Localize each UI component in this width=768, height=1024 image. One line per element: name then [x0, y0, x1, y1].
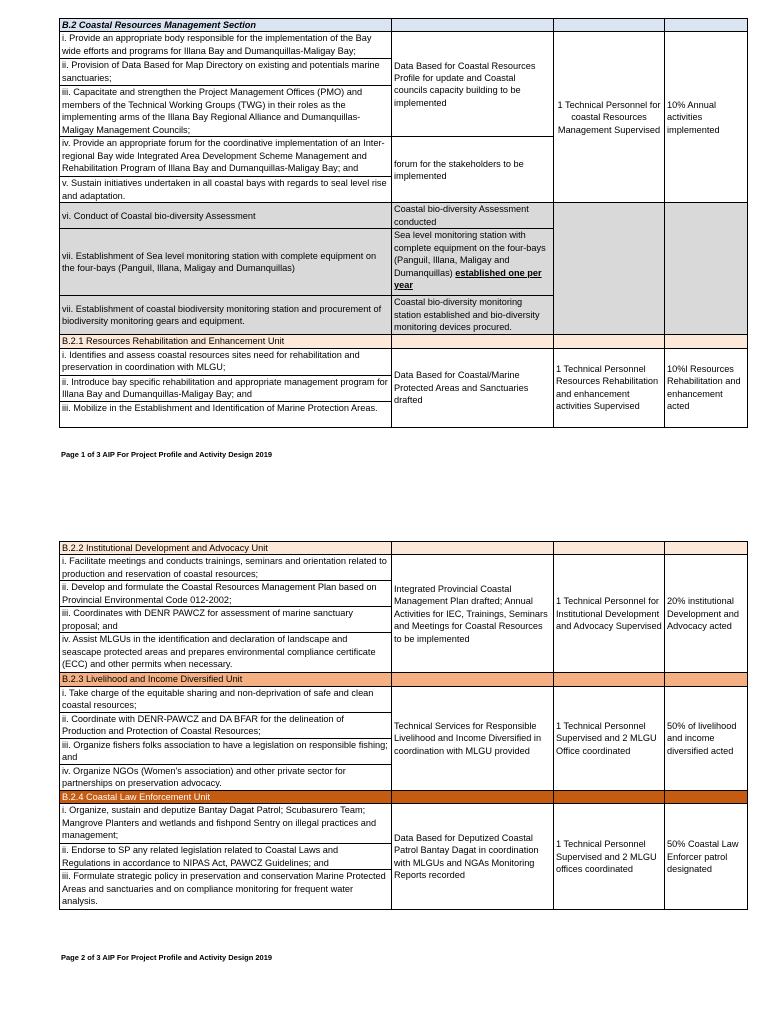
task-item: i. Identifies and assess coastal resources sites need for rehabilitation and preservation in coordination with MLGU; — [60, 348, 392, 375]
task-item: ii. Introduce bay specific rehabilitation and appropriate management program for Illana Bay and Dumanquillas-Maligay Bay; and — [60, 375, 392, 401]
task-item: i. Take charge of the equitable sharing and non-deprivation of safe and clean coastal resources; — [60, 686, 392, 712]
task-item: iv. Assist MLGUs in the identification and declaration of landscape and seascape protected areas and prepares environmental compliance certificate (ECC) and other permits when necessary. — [60, 633, 392, 673]
output-cell: Coastal bio-diversity Assessment conducted — [392, 203, 554, 229]
output-cell: Data Based for Deputized Coastal Patrol Bantay Dagat in coordination with MLGUs and NGAs Monitoring Reports recorded — [392, 804, 554, 910]
target-cell: 50% of livelihood and income diversified acted — [665, 686, 748, 790]
target-cell: 50% Coastal Law Enforcer patrol designated — [665, 804, 748, 910]
task-item: i. Provide an appropriate body responsible for the implementation of the Bay wide efforts and programs for Illana Bay and Dumanquillas-Maligay Bay; — [60, 32, 392, 59]
task-item: iv. Provide an appropriate forum for the coordinative implementation of an Inter-regional Bay wide Integrated Area Development Scheme Management and Rehabilitation Program of Illana Bay and Dumanquillas-Maligay Bay; and — [60, 137, 392, 177]
subsection-title: B.2.1 Resources Rehabilitation and Enhancement Unit — [60, 335, 392, 348]
task-item: v. Sustain initiatives undertaken in all coastal bays with regards to seal level rise and adaptation. — [60, 177, 392, 203]
output-cell: forum for the stakeholders to be implemented — [392, 137, 554, 203]
task-item: ii. Endorse to SP any related legislation related to Coastal Laws and Regulations in accordance to NIPAS Act, PAWCZ Guidelines; and — [60, 844, 392, 870]
subsection-title: B.2.4 Coastal Law Enforcement Unit — [60, 790, 392, 803]
indicator-cell: 1 Technical Personnel for coastal Resources Management Supervised — [554, 32, 665, 203]
task-item: vii. Establishment of Sea level monitoring station with complete equipment on the four-bays (Panguil, Illana, Maligay and Dumanquillas) — [60, 229, 392, 296]
output-text: Sea level monitoring station with complete equipment on the four-bays (Panguil, Illana, Maligay and Dumanquillas) — [394, 230, 546, 278]
task-item: iii. Coordinates with DENR PAWCZ for assessment of marine sanctuary proposal; and — [60, 607, 392, 633]
output-cell: Technical Services for Responsible Livelihood and Income Diversified in coordination with MLGU provided — [392, 686, 554, 790]
indicator-cell: 1 Technical Personnel Supervised and 2 MLGU Office coordinated — [554, 686, 665, 790]
target-cell: 10% Annual activities implemented — [665, 32, 748, 203]
output-cell: Coastal bio-diversity monitoring station established and bio-diversity monitoring devices procured. — [392, 296, 554, 335]
output-cell: Data Based for Coastal/Marine Protected Areas and Sanctuaries drafted — [392, 348, 554, 427]
output-emphasis: established one per year — [394, 267, 542, 291]
section-title: B.2 Coastal Resources Management Section — [60, 19, 392, 32]
indicator-cell: 1 Technical Personnel Supervised and 2 MLGU offices coordinated — [554, 804, 665, 910]
task-item: i. Organize, sustain and deputize Bantay Dagat Patrol; Scubasurero Team; Mangrove Planters and wetlands and fishpond Sentry on illegal practices and management; — [60, 804, 392, 844]
subsection-title: B.2.3 Livelihood and Income Diversified Unit — [60, 673, 392, 686]
page-footer: Page 2 of 3 AIP For Project Profile and Activity Design 2019 — [61, 953, 273, 962]
task-item: iii. Capacitate and strengthen the Project Management Offices (PMO) and members of the Technical Working Groups (TWG) in their roles as the implementing arms of the Illana Bay Regional Alliance and Dumanquillas-Maligay Management Councils; — [60, 86, 392, 137]
task-item: iv. Organize NGOs (Women's association) and other private sector for partnerships on preservation advocacy. — [60, 764, 392, 790]
indicator-cell: 1 Technical Personnel for Institutional Development and Advocacy Supervised — [554, 555, 665, 673]
page1-table — [59, 18, 748, 428]
task-item: iii. Organize fishers folks association to have a legislation on responsible fishing; and — [60, 738, 392, 764]
page2-table — [59, 541, 748, 910]
task-item: ii. Develop and formulate the Coastal Resources Management Plan based on Provincial Environmental Code 012-2002; — [60, 581, 392, 607]
output-cell — [392, 229, 554, 296]
task-item: iii. Mobilize in the Establishment and Identification of Marine Protection Areas. — [60, 401, 392, 427]
output-cell: Data Based for Coastal Resources Profile for update and Coastal councils capacity building to be implemented — [392, 32, 554, 137]
task-item: ii. Coordinate with DENR-PAWCZ and DA BFAR for the delineation of Production and Protection of Coastal Resources; — [60, 712, 392, 738]
target-cell: 10%l Resources Rehabilitation and enhancement acted — [665, 348, 748, 427]
indicator-cell: 1 Technical Personnel Resources Rehabilitation and enhancement activities Supervised — [554, 348, 665, 427]
task-item: iii. Formulate strategic policy in preservation and conservation Marine Protected Areas and sanctuaries and on compliance monitoring for frequent water analysis. — [60, 870, 392, 910]
task-item: vii. Establishment of coastal biodiversity monitoring station and procurement of biodiversity monitoring gears and equipment. — [60, 296, 392, 335]
target-cell: 20% institutional Development and Advocacy acted — [665, 555, 748, 673]
page-footer: Page 1 of 3 AIP For Project Profile and Activity Design 2019 — [61, 450, 273, 459]
task-item: ii. Provision of Data Based for Map Directory on existing and potentials marine sanctuaries; — [60, 59, 392, 86]
output-cell: Integrated Provincial Coastal Management Plan drafted; Annual Activities for IEC, Trainings, Seminars and Meetings for Coastal Resources to be implemented — [392, 555, 554, 673]
task-item: i. Facilitate meetings and conducts trainings, seminars and orientation related to production and reservation of coastal resources; — [60, 555, 392, 581]
task-item: vi. Conduct of Coastal bio-diversity Assessment — [60, 203, 392, 229]
subsection-title: B.2.2 Institutional Development and Advocacy Unit — [60, 542, 392, 555]
